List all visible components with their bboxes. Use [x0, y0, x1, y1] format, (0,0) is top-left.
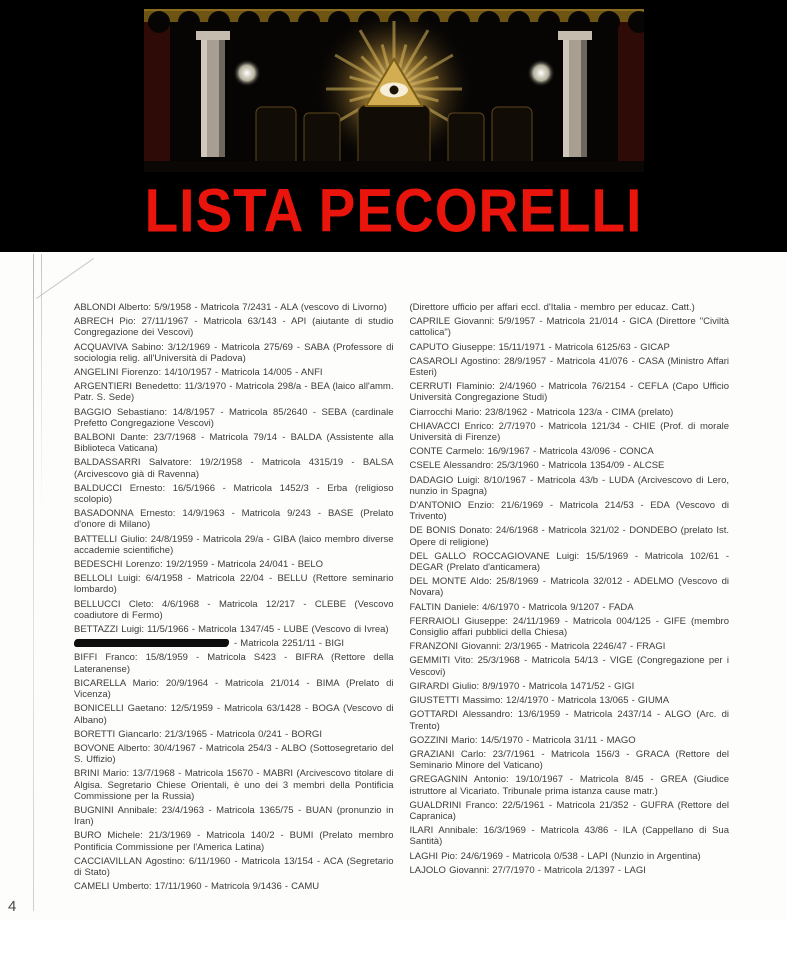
list-entry: BORETTI Giancarlo: 21/3/1965 - Matricola 0/241 - BORGI	[74, 728, 322, 740]
list-entry: BRINI Mario: 13/7/1968 - Matricola 15670 - MABRI (Arcivescovo titolare di Algisa. Segretario Chiese Orientali, è uno dei 3 membri della Pontificia Commissione per la Russia)	[74, 768, 394, 802]
list-entry: BATTELLI Giulio: 24/8/1959 - Matricola 29/a - GIBA (laico membro diverse accademie scientifiche)	[74, 533, 394, 556]
list-entry: CACCIAVILLAN Agostino: 6/11/1960 - Matricola 13/154 - ACA (Segretario di Stato)	[74, 855, 394, 878]
list-entry: BIFFI Franco: 15/8/1959 - Matricola S423 - BIFRA (Rettore della Lateranense)	[74, 652, 394, 675]
list-entry: BALBONI Dante: 23/7/1968 - Matricola 79/14 - BALDA (Assistente alla Biblioteca Vaticana)	[74, 432, 394, 455]
column-right	[558, 31, 592, 157]
list-entry: GREGAGNIN Antonio: 19/10/1967 - Matricola 8/45 - GREA (Giudice istruttore al Vicariato. Tribunale prima istanza cause matr.)	[409, 774, 729, 797]
list-entry: BAGGIO Sebastiano: 14/8/1957 - Matricola 85/2640 - SEBA (cardinale Prefetto Congregazione Vescovi)	[74, 406, 394, 429]
list-entry: FRANZONI Giovanni: 2/3/1965 - Matricola 2246/47 - FRAGI	[409, 641, 666, 653]
scan-crease	[36, 258, 94, 299]
list-entry: CHIAVACCI Enrico: 2/7/1970 - Matricola 121/34 - CHIE (Prof. di morale Università di Firenze)	[409, 420, 729, 444]
list-entry: BETTAZZI Luigi: 11/5/1966 - Matricola 1347/45 - LUBE (Vescovo di Ivrea)	[74, 624, 389, 636]
list-entry: GOZZINI Mario: 14/5/1970 - Matricola 31/11 - MAGO	[409, 734, 636, 746]
list-entry: GEMMITI Vito: 25/3/1968 - Matricola 54/13 - VIGE (Congregazione per i Vescovi)	[409, 655, 729, 678]
list-entry: Ciarrocchi Mario: 23/8/1962 - Matricola 123/a - CIMA (prelato)	[409, 406, 674, 418]
scan-crease	[33, 254, 34, 911]
list-entry: ARGENTIERI Benedetto: 11/3/1970 - Matricola 298/a - BEA (laico all'amm. Patr. S. Sede)	[74, 381, 394, 404]
lamp-right	[527, 59, 555, 87]
list-entry: DEL GALLO ROCCAGIOVANE Luigi: 15/5/1969 - Matricola 102/61 - DEGAR (Prelato d'anticamera)	[409, 550, 729, 574]
list-entry: - Matricola 2251/11 - BIGI	[74, 638, 394, 649]
list-entry: BONICELLI Gaetano: 12/5/1959 - Matricola 63/1428 - BOGA (Vescovo di Albano)	[74, 703, 394, 726]
list-entry: GIUSTETTI Massimo: 12/4/1970 - Matricola 13/065 - GIUMA	[409, 695, 670, 707]
page-number: 4	[8, 898, 17, 916]
list-entry: BALDASSARRI Salvatore: 19/2/1958 - Matricola 4315/19 - BALSA (Arcivescovo già di Ravenna)	[74, 457, 394, 480]
right-column	[410, 302, 730, 895]
list-entry: ILARI Annibale: 16/3/1969 - Matricola 43/86 - ILA (Cappellano di Sua Santità)	[409, 825, 729, 848]
list-entry: BEDESCHI Lorenzo: 19/2/1959 - Matricola 24/041 - BELO	[74, 559, 324, 571]
list-entry: ANGELINI Fiorenzo: 14/10/1957 - Matricola 14/005 - ANFI	[74, 367, 323, 379]
list-entry: LAGHI Pio: 24/6/1969 - Matricola 0/538 - LAPI (Nunzio in Argentina)	[409, 850, 701, 862]
list-entry: ABRECH Pio: 27/11/1967 - Matricola 63/143 - API (aiutante di studio Congregazione dei Vescovi)	[74, 316, 394, 339]
left-column	[74, 302, 394, 895]
list-entry: BELLOLI Luigi: 6/4/1958 - Matricola 22/04 - BELLU (Rettore seminario lombardo)	[74, 573, 394, 596]
header	[0, 0, 787, 252]
lamp-left	[233, 59, 261, 87]
temple-photo	[144, 9, 644, 172]
list-entry: BASADONNA Ernesto: 14/9/1963 - Matricola 9/243 - BASE (Prelato d'onore di Milano)	[74, 508, 394, 531]
list-entry: GRAZIANI Carlo: 23/7/1961 - Matricola 156/3 - GRACA (Rettore del Seminario Minore del Vaticano)	[409, 748, 729, 772]
page-title: LISTA PECORELLI	[144, 175, 643, 245]
list-entry: CAPRILE Giovanni: 5/9/1957 - Matricola 21/014 - GICA (Direttore "Civiltà cattolica")	[409, 316, 729, 339]
list-entry: CASAROLI Agostino: 28/9/1957 - Matricola 41/076 - CASA (Ministro Affari Esteri)	[409, 355, 729, 379]
list-entry: CSELE Alessandro: 25/3/1960 - Matricola 1354/09 - ALCSE	[409, 460, 665, 472]
list-entry: CERRUTI Flaminio: 2/4/1960 - Matricola 76/2154 - CEFLA (Capo Ufficio Università Congregazione Studi)	[409, 381, 729, 404]
list-entry: BELLUCCI Cleto: 4/6/1968 - Matricola 12/217 - CLEBE (Vescovo coadiutore di Fermo)	[74, 598, 394, 621]
list-entry: CAPUTO Giuseppe: 15/11/1971 - Matricola 6125/63 - GICAP	[409, 341, 670, 353]
list-entry: D'ANTONIO Enzio: 21/6/1969 - Matricola 214/53 - EDA (Vescovo di Trivento)	[409, 500, 729, 523]
list-entry: CAMELI Umberto: 17/11/1960 - Matricola 9/1436 - CAMU	[74, 881, 320, 893]
list-entry: DADAGIO Luigi: 8/10/1967 - Matricola 43/b - LUDA (Arcivescovo di Lero, nunzio in Spagna)	[409, 474, 729, 497]
list-entry: GIRARDI Giulio: 8/9/1970 - Matricola 1471/52 - GIGI	[409, 680, 635, 692]
text-columns	[74, 302, 729, 895]
list-entry: FALTIN Daniele: 4/6/1970 - Matricola 9/1207 - FADA	[409, 601, 634, 613]
list-entry: DE BONIS Donato: 24/6/1968 - Matricola 321/02 - DONDEBO (prelato Ist. Opere di religione)	[409, 525, 729, 548]
list-entry: BICARELLA Mario: 20/9/1964 - Matricola 21/014 - BIMA (Prelato di Vicenza)	[74, 677, 394, 701]
list-entry: BOVONE Alberto: 30/4/1967 - Matricola 254/3 - ALBO (Sottosegretario del S. Uffizio)	[74, 742, 394, 766]
list-entry: DEL MONTE Aldo: 25/8/1969 - Matricola 32/012 - ADELMO (Vescovo di Novara)	[409, 576, 729, 599]
list-entry: CONTE Carmelo: 16/9/1967 - Matricola 43/096 - CONCA	[409, 446, 654, 458]
column-left	[196, 31, 230, 157]
list-entry: BUGNINI Annibale: 23/4/1963 - Matricola 1365/75 - BUAN (pronunzio in Iran)	[74, 804, 394, 828]
document-scan	[0, 252, 787, 921]
list-entry: (Direttore ufficio per affari eccl. d'Italia - membro per educaz. Catt.)	[409, 302, 695, 313]
list-entry: BURO Michele: 21/3/1969 - Matricola 140/2 - BUMI (Prelato membro Pontificia Commissione per l'America Latina)	[74, 830, 394, 853]
list-entry: ABLONDI Alberto: 5/9/1958 - Matricola 7/2431 - ALA (vescovo di Livorno)	[74, 302, 387, 313]
curtain-right	[618, 9, 644, 172]
list-entry: FERRAIOLI Giuseppe: 24/11/1969 - Matricola 004/125 - GIFE (membro Consiglio affari pubblici della Chiesa)	[409, 615, 729, 639]
list-entry: GOTTARDI Alessandro: 13/6/1959 - Matricola 2437/14 - ALGO (Arc. di Trento)	[409, 709, 729, 732]
list-entry: LAJOLO Giovanni: 27/7/1970 - Matricola 2/1397 - LAGI	[409, 864, 646, 876]
list-entry: GUALDRINI Franco: 22/5/1961 - Matricola 21/352 - GUFRA (Rettore del Capranica)	[409, 799, 729, 822]
list-entry: ACQUAVIVA Sabino: 3/12/1969 - Matricola 275/69 - SABA (Professore di sociologia relig. all'Università di Padova)	[74, 341, 394, 364]
list-entry: BALDUCCI Ernesto: 16/5/1966 - Matricola 1452/3 - Erba (religioso scolopio)	[74, 482, 394, 506]
curtain-left	[144, 9, 170, 172]
